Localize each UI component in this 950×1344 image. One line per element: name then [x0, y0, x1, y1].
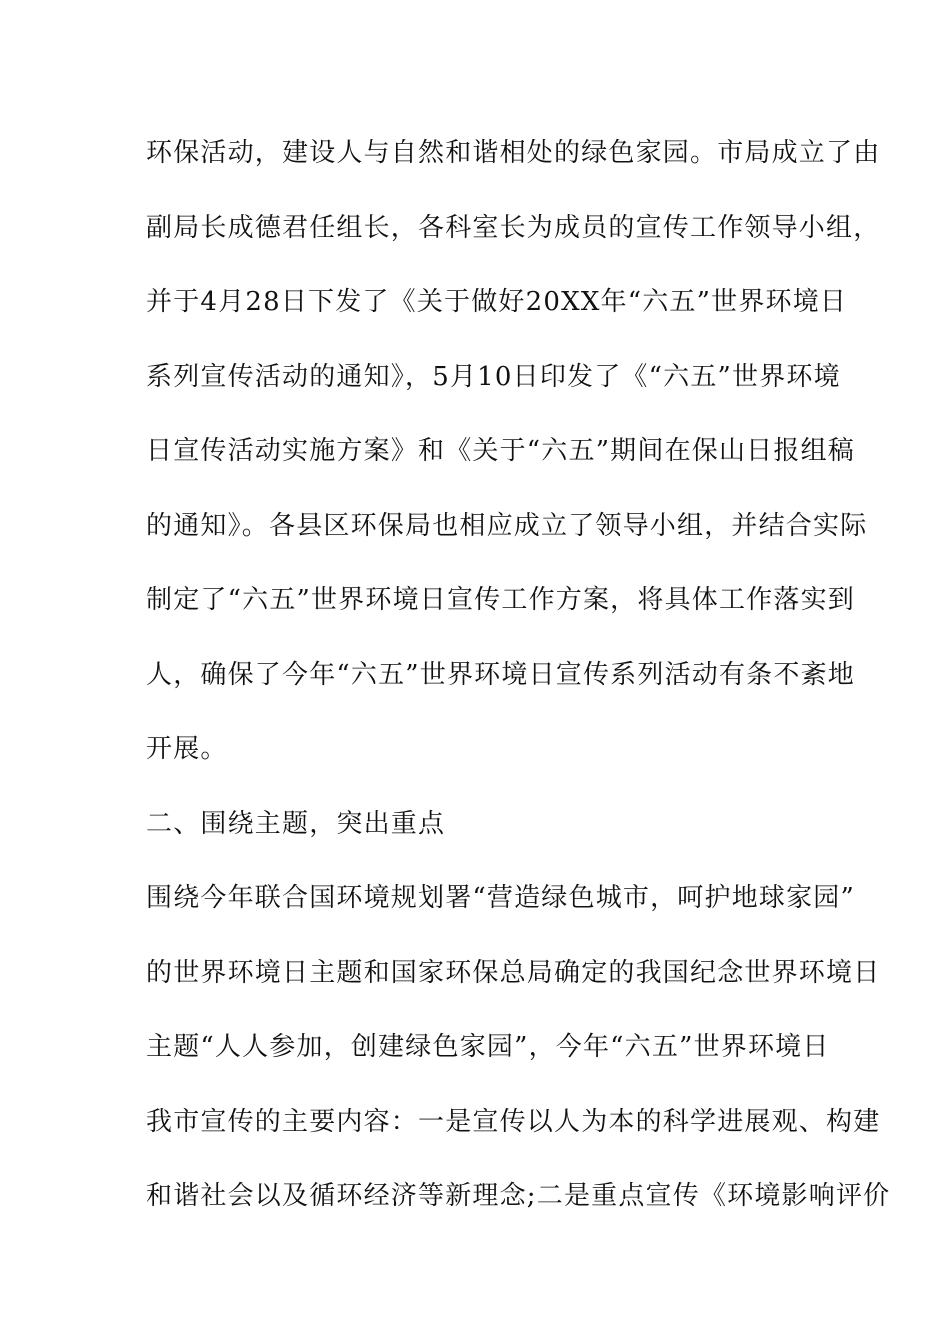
- text-line: 并于4月28日下发了《关于做好20XX年“六五”世界环境日: [146, 287, 848, 317]
- text-line: 主题“人人参加，创建绿色家园”，今年“六五”世界环境日: [146, 1032, 830, 1062]
- section-heading: 二、围绕主题，突出重点: [146, 809, 446, 839]
- text-line: 环保活动，建设人与自然和谐相处的绿色家园。市局成立了由: [146, 138, 881, 168]
- text-line: 的通知》。各县区环保局也相应成立了领导小组，并结合实际: [146, 511, 868, 541]
- text-line: 系列宣传活动的通知》，5月10日印发了《“六五”世界环境: [146, 362, 841, 392]
- text-line: 制定了“六五”世界环境日宣传工作方案，将具体工作落实到: [146, 585, 855, 615]
- text-line: 的世界环境日主题和国家环保总局确定的我国纪念世界环境日: [146, 958, 881, 988]
- text-line: 我市宣传的主要内容：一是宣传以人为本的科学进展观、构建: [146, 1107, 881, 1137]
- text-line: 副局长成德君任组长，各科室长为成员的宣传工作领导小组，: [146, 213, 881, 243]
- text-line: 围绕今年联合国环境规划署“营造绿色城市，呵护地球家园”: [146, 883, 855, 913]
- text-line: 人，确保了今年“六五”世界环境日宣传系列活动有条不紊地: [146, 660, 855, 690]
- text-line: 日宣传活动实施方案》和《关于“六五”期间在保山日报组稿: [146, 436, 855, 466]
- text-line: 和谐社会以及循环经济等新理念;二是重点宣传《环境影响评价: [146, 1181, 891, 1211]
- text-line: 开展。: [146, 734, 228, 764]
